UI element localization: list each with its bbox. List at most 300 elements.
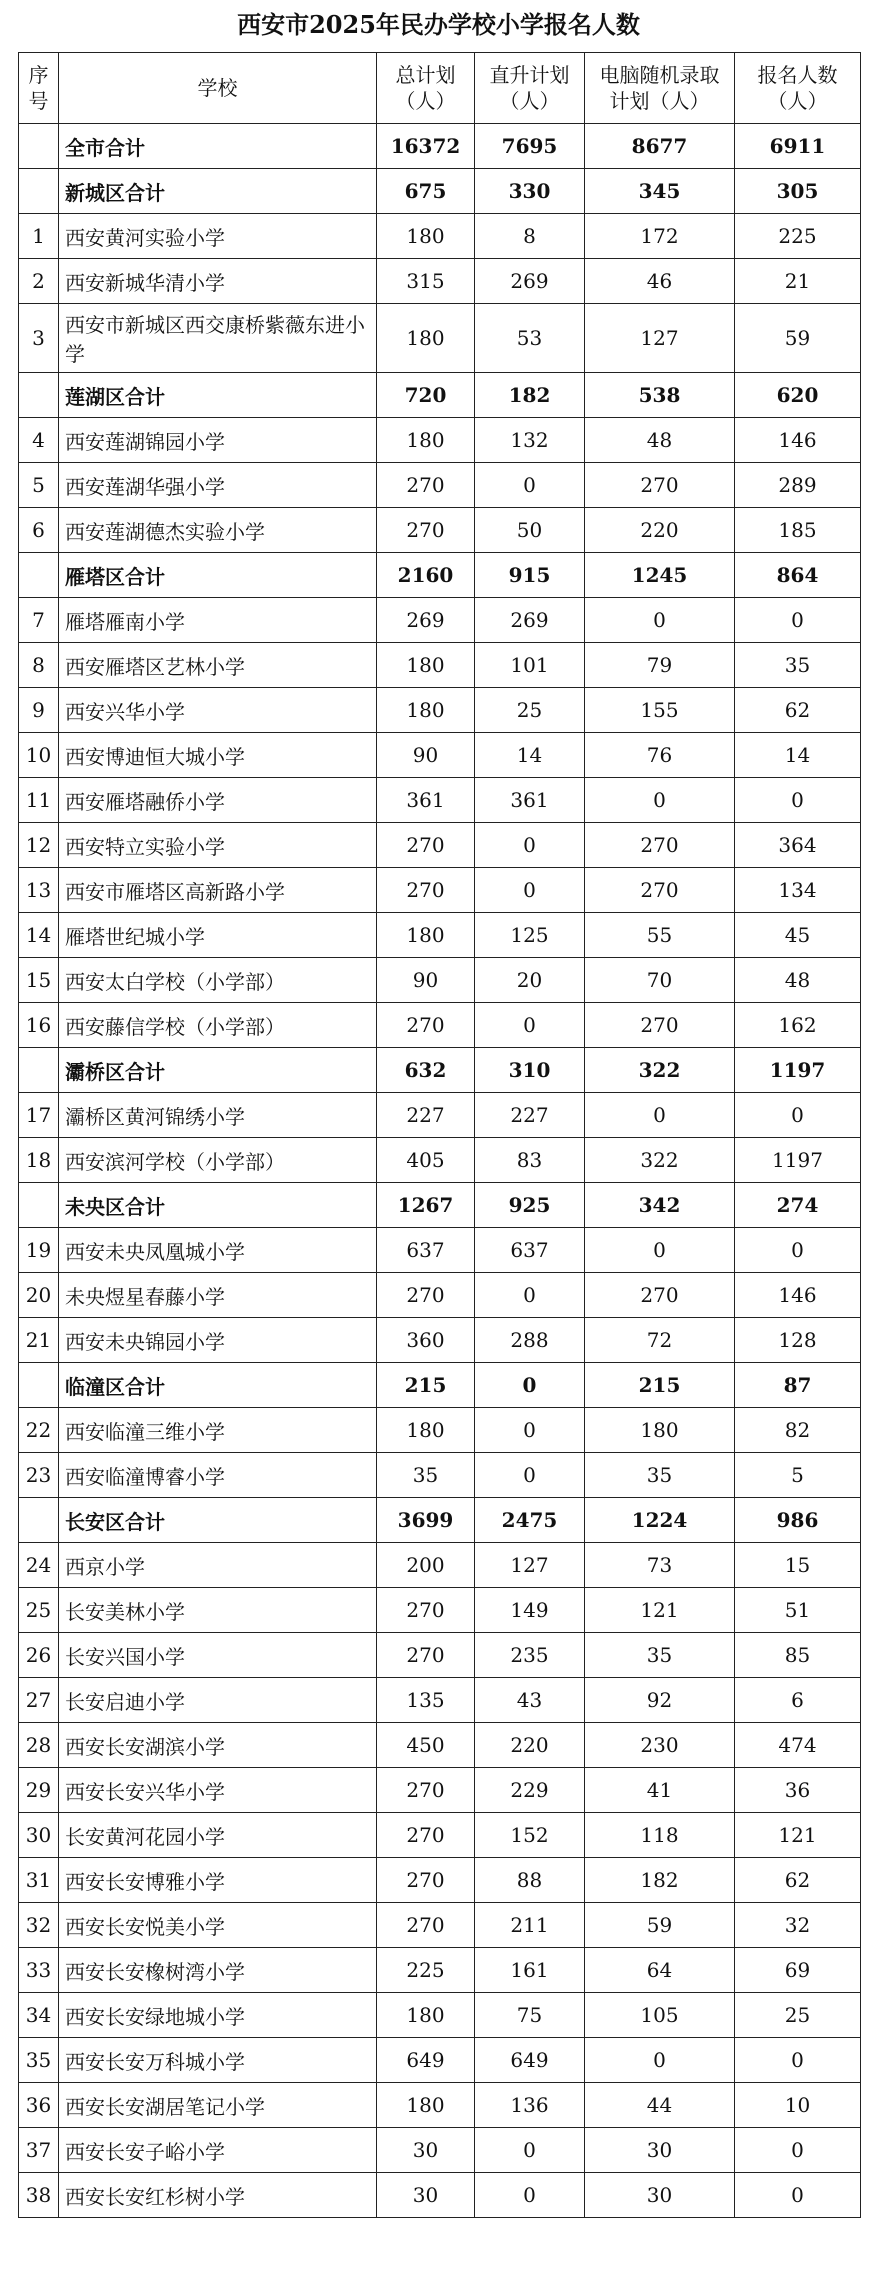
- table-row: [19, 1903, 861, 1948]
- cell-applicants: 25: [735, 1993, 861, 2038]
- cell-random: 48: [585, 418, 735, 463]
- table-row: [19, 1633, 861, 1678]
- cell-total: 269: [377, 598, 475, 643]
- cell-direct: 915: [475, 553, 585, 598]
- cell-direct: 330: [475, 169, 585, 214]
- cell-random: 121: [585, 1588, 735, 1633]
- cell-total: 90: [377, 958, 475, 1003]
- cell-total: 270: [377, 868, 475, 913]
- cell-seq: 17: [19, 1093, 59, 1138]
- cell-total: 215: [377, 1363, 475, 1408]
- cell-applicants: 0: [735, 1228, 861, 1273]
- table-row: [19, 958, 861, 1003]
- cell-school: 西安长安绿地城小学: [59, 1993, 377, 2038]
- cell-total: 270: [377, 463, 475, 508]
- cell-total: 30: [377, 2128, 475, 2173]
- cell-school: 西安黄河实验小学: [59, 214, 377, 259]
- cell-applicants: 128: [735, 1318, 861, 1363]
- table-row: [19, 868, 861, 913]
- cell-school: 雁塔雁南小学: [59, 598, 377, 643]
- cell-direct: 0: [475, 823, 585, 868]
- cell-random: 0: [585, 1093, 735, 1138]
- cell-random: 92: [585, 1678, 735, 1723]
- cell-school: 西安雁塔区艺林小学: [59, 643, 377, 688]
- cell-seq: 35: [19, 2038, 59, 2083]
- cell-seq: 13: [19, 868, 59, 913]
- cell-random: 0: [585, 778, 735, 823]
- cell-random: 1245: [585, 553, 735, 598]
- cell-random: 35: [585, 1633, 735, 1678]
- cell-school: 西安雁塔融侨小学: [59, 778, 377, 823]
- cell-seq: 28: [19, 1723, 59, 1768]
- cell-total: 3699: [377, 1498, 475, 1543]
- summary-row: [19, 1363, 861, 1408]
- cell-school: 长安兴国小学: [59, 1633, 377, 1678]
- cell-random: 72: [585, 1318, 735, 1363]
- cell-direct: 125: [475, 913, 585, 958]
- cell-total: 405: [377, 1138, 475, 1183]
- cell-applicants: 0: [735, 2038, 861, 2083]
- cell-random: 270: [585, 463, 735, 508]
- enrollment-table: [18, 52, 861, 2218]
- summary-row: [19, 1048, 861, 1093]
- cell-random: 70: [585, 958, 735, 1003]
- cell-applicants: 864: [735, 553, 861, 598]
- cell-applicants: 10: [735, 2083, 861, 2128]
- cell-direct: 14: [475, 733, 585, 778]
- cell-applicants: 305: [735, 169, 861, 214]
- header-direct-line1: 直升计划: [489, 63, 570, 87]
- cell-applicants: 87: [735, 1363, 861, 1408]
- cell-random: 8677: [585, 124, 735, 169]
- cell-random: 105: [585, 1993, 735, 2038]
- cell-random: 64: [585, 1948, 735, 1993]
- cell-direct: 269: [475, 598, 585, 643]
- cell-total: 135: [377, 1678, 475, 1723]
- cell-random: 73: [585, 1543, 735, 1588]
- cell-school: 西安市雁塔区高新路小学: [59, 868, 377, 913]
- table-row: [19, 1588, 861, 1633]
- cell-direct: 53: [475, 304, 585, 373]
- cell-random: 345: [585, 169, 735, 214]
- cell-school: 西安长安橡树湾小学: [59, 1948, 377, 1993]
- cell-random: 79: [585, 643, 735, 688]
- cell-total: 270: [377, 1633, 475, 1678]
- cell-school: 长安启迪小学: [59, 1678, 377, 1723]
- cell-seq: [19, 373, 59, 418]
- cell-seq: [19, 169, 59, 214]
- cell-seq: 2: [19, 259, 59, 304]
- cell-random: 118: [585, 1813, 735, 1858]
- cell-applicants: 1197: [735, 1138, 861, 1183]
- cell-school: 西安莲湖锦园小学: [59, 418, 377, 463]
- cell-total: 225: [377, 1948, 475, 1993]
- cell-applicants: 69: [735, 1948, 861, 1993]
- table-row: [19, 418, 861, 463]
- cell-applicants: 45: [735, 913, 861, 958]
- cell-seq: 32: [19, 1903, 59, 1948]
- cell-applicants: 474: [735, 1723, 861, 1768]
- table-body: [19, 124, 861, 2218]
- cell-seq: [19, 1363, 59, 1408]
- cell-seq: 7: [19, 598, 59, 643]
- cell-applicants: 6911: [735, 124, 861, 169]
- cell-random: 270: [585, 1273, 735, 1318]
- cell-direct: 152: [475, 1813, 585, 1858]
- cell-school: 灞桥区合计: [59, 1048, 377, 1093]
- cell-total: 270: [377, 823, 475, 868]
- cell-random: 182: [585, 1858, 735, 1903]
- cell-applicants: 0: [735, 778, 861, 823]
- cell-direct: 50: [475, 508, 585, 553]
- cell-total: 720: [377, 373, 475, 418]
- cell-applicants: 0: [735, 598, 861, 643]
- cell-seq: 22: [19, 1408, 59, 1453]
- cell-applicants: 85: [735, 1633, 861, 1678]
- cell-school: 西安长安兴华小学: [59, 1768, 377, 1813]
- table-row: [19, 1003, 861, 1048]
- cell-direct: 229: [475, 1768, 585, 1813]
- cell-applicants: 21: [735, 259, 861, 304]
- table-row: [19, 1273, 861, 1318]
- cell-school: 临潼区合计: [59, 1363, 377, 1408]
- cell-seq: 30: [19, 1813, 59, 1858]
- cell-school: 西安长安湖滨小学: [59, 1723, 377, 1768]
- cell-seq: 36: [19, 2083, 59, 2128]
- cell-direct: 288: [475, 1318, 585, 1363]
- table-row: [19, 259, 861, 304]
- cell-total: 227: [377, 1093, 475, 1138]
- header-school: 学校: [59, 53, 377, 124]
- cell-school: 西安新城华清小学: [59, 259, 377, 304]
- cell-total: 450: [377, 1723, 475, 1768]
- cell-total: 649: [377, 2038, 475, 2083]
- cell-school: 西安兴华小学: [59, 688, 377, 733]
- table-row: [19, 688, 861, 733]
- cell-direct: 101: [475, 643, 585, 688]
- cell-random: 322: [585, 1138, 735, 1183]
- table-row: [19, 2173, 861, 2218]
- cell-seq: 5: [19, 463, 59, 508]
- page-title: 西安市2025年民办学校小学报名人数: [237, 10, 640, 39]
- cell-total: 270: [377, 1588, 475, 1633]
- cell-school: 西安长安万科城小学: [59, 2038, 377, 2083]
- header-direct: [475, 53, 585, 124]
- table-row: [19, 733, 861, 778]
- cell-direct: 0: [475, 2128, 585, 2173]
- cell-total: 180: [377, 643, 475, 688]
- cell-random: 322: [585, 1048, 735, 1093]
- cell-random: 270: [585, 868, 735, 913]
- cell-direct: 182: [475, 373, 585, 418]
- cell-applicants: 185: [735, 508, 861, 553]
- header-random-line2: 计划（人）: [609, 89, 710, 113]
- cell-seq: 21: [19, 1318, 59, 1363]
- cell-applicants: 0: [735, 2128, 861, 2173]
- cell-applicants: 146: [735, 1273, 861, 1318]
- cell-school: 西安滨河学校（小学部）: [59, 1138, 377, 1183]
- cell-school: 雁塔世纪城小学: [59, 913, 377, 958]
- cell-total: 180: [377, 418, 475, 463]
- cell-random: 0: [585, 1228, 735, 1273]
- table-row: [19, 2083, 861, 2128]
- cell-seq: 31: [19, 1858, 59, 1903]
- cell-school: 灞桥区黄河锦绣小学: [59, 1093, 377, 1138]
- cell-direct: 0: [475, 2173, 585, 2218]
- cell-random: 230: [585, 1723, 735, 1768]
- cell-total: 16372: [377, 124, 475, 169]
- cell-applicants: 6: [735, 1678, 861, 1723]
- cell-school: 西安太白学校（小学部）: [59, 958, 377, 1003]
- cell-seq: 8: [19, 643, 59, 688]
- summary-row: [19, 1498, 861, 1543]
- header-seq: [19, 53, 59, 124]
- cell-total: 180: [377, 2083, 475, 2128]
- cell-total: 270: [377, 508, 475, 553]
- cell-applicants: 32: [735, 1903, 861, 1948]
- cell-direct: 0: [475, 1453, 585, 1498]
- cell-applicants: 162: [735, 1003, 861, 1048]
- table-row: [19, 1453, 861, 1498]
- cell-direct: 132: [475, 418, 585, 463]
- cell-applicants: 146: [735, 418, 861, 463]
- cell-total: 675: [377, 169, 475, 214]
- cell-direct: 649: [475, 2038, 585, 2083]
- cell-seq: 12: [19, 823, 59, 868]
- cell-total: 270: [377, 1768, 475, 1813]
- cell-total: 90: [377, 733, 475, 778]
- cell-school: 未央煜星春藤小学: [59, 1273, 377, 1318]
- cell-seq: 1: [19, 214, 59, 259]
- cell-total: 360: [377, 1318, 475, 1363]
- cell-seq: [19, 1048, 59, 1093]
- cell-school: 新城区合计: [59, 169, 377, 214]
- cell-random: 55: [585, 913, 735, 958]
- cell-school: 西京小学: [59, 1543, 377, 1588]
- cell-applicants: 121: [735, 1813, 861, 1858]
- cell-applicants: 59: [735, 304, 861, 373]
- cell-applicants: 134: [735, 868, 861, 913]
- header-random-line1: 电脑随机录取: [599, 63, 720, 87]
- header-applicants-line2: （人）: [767, 89, 828, 113]
- cell-random: 0: [585, 2038, 735, 2083]
- cell-seq: 10: [19, 733, 59, 778]
- cell-school: 莲湖区合计: [59, 373, 377, 418]
- cell-random: 41: [585, 1768, 735, 1813]
- table-row: [19, 508, 861, 553]
- cell-applicants: 5: [735, 1453, 861, 1498]
- cell-applicants: 274: [735, 1183, 861, 1228]
- cell-seq: 24: [19, 1543, 59, 1588]
- cell-seq: 11: [19, 778, 59, 823]
- cell-total: 270: [377, 1003, 475, 1048]
- cell-random: 35: [585, 1453, 735, 1498]
- cell-seq: 4: [19, 418, 59, 463]
- cell-total: 270: [377, 1903, 475, 1948]
- cell-direct: 0: [475, 868, 585, 913]
- cell-direct: 149: [475, 1588, 585, 1633]
- cell-direct: 0: [475, 1408, 585, 1453]
- cell-total: 270: [377, 1858, 475, 1903]
- cell-school: 西安莲湖德杰实验小学: [59, 508, 377, 553]
- cell-random: 44: [585, 2083, 735, 2128]
- cell-total: 180: [377, 214, 475, 259]
- cell-school: 西安博迪恒大城小学: [59, 733, 377, 778]
- cell-applicants: 62: [735, 1858, 861, 1903]
- cell-direct: 0: [475, 1363, 585, 1408]
- cell-random: 0: [585, 598, 735, 643]
- cell-direct: 88: [475, 1858, 585, 1903]
- cell-seq: 27: [19, 1678, 59, 1723]
- table-row: [19, 1228, 861, 1273]
- cell-school: 西安长安博雅小学: [59, 1858, 377, 1903]
- cell-seq: 18: [19, 1138, 59, 1183]
- table-row: [19, 1723, 861, 1768]
- cell-direct: 220: [475, 1723, 585, 1768]
- table-row: [19, 463, 861, 508]
- header-applicants: [735, 53, 861, 124]
- cell-direct: 2475: [475, 1498, 585, 1543]
- table-row: [19, 643, 861, 688]
- table-row: [19, 913, 861, 958]
- cell-applicants: 15: [735, 1543, 861, 1588]
- cell-school: 长安黄河花园小学: [59, 1813, 377, 1858]
- cell-seq: [19, 1183, 59, 1228]
- header-seq-line1: 序: [28, 63, 49, 87]
- header-seq-line2: 号: [28, 89, 49, 113]
- cell-school: 西安藤信学校（小学部）: [59, 1003, 377, 1048]
- cell-direct: 211: [475, 1903, 585, 1948]
- cell-total: 361: [377, 778, 475, 823]
- cell-seq: 14: [19, 913, 59, 958]
- cell-applicants: 14: [735, 733, 861, 778]
- header-total: [377, 53, 475, 124]
- cell-seq: 6: [19, 508, 59, 553]
- cell-random: 538: [585, 373, 735, 418]
- cell-total: 180: [377, 688, 475, 733]
- table-row: [19, 823, 861, 868]
- cell-seq: 38: [19, 2173, 59, 2218]
- cell-random: 220: [585, 508, 735, 553]
- cell-total: 1267: [377, 1183, 475, 1228]
- table-row: [19, 2128, 861, 2173]
- summary-row: [19, 169, 861, 214]
- cell-direct: 310: [475, 1048, 585, 1093]
- summary-row: [19, 373, 861, 418]
- cell-applicants: 36: [735, 1768, 861, 1813]
- cell-random: 30: [585, 2128, 735, 2173]
- cell-random: 215: [585, 1363, 735, 1408]
- table-row: [19, 1543, 861, 1588]
- header-total-line1: 总计划: [395, 63, 456, 87]
- summary-row: [19, 124, 861, 169]
- cell-school: 西安长安湖居笔记小学: [59, 2083, 377, 2128]
- header-random: [585, 53, 735, 124]
- cell-direct: 127: [475, 1543, 585, 1588]
- cell-random: 1224: [585, 1498, 735, 1543]
- table-row: [19, 1993, 861, 2038]
- cell-direct: 43: [475, 1678, 585, 1723]
- cell-total: 637: [377, 1228, 475, 1273]
- cell-applicants: 1197: [735, 1048, 861, 1093]
- cell-direct: 235: [475, 1633, 585, 1678]
- cell-random: 180: [585, 1408, 735, 1453]
- cell-total: 180: [377, 304, 475, 373]
- cell-applicants: 289: [735, 463, 861, 508]
- cell-direct: 136: [475, 2083, 585, 2128]
- table-row: [19, 1813, 861, 1858]
- cell-random: 46: [585, 259, 735, 304]
- cell-direct: 269: [475, 259, 585, 304]
- cell-applicants: 0: [735, 2173, 861, 2218]
- cell-seq: 23: [19, 1453, 59, 1498]
- cell-seq: 25: [19, 1588, 59, 1633]
- header-row: [19, 53, 861, 124]
- cell-school: 西安莲湖华强小学: [59, 463, 377, 508]
- cell-direct: 7695: [475, 124, 585, 169]
- cell-seq: [19, 124, 59, 169]
- cell-total: 270: [377, 1273, 475, 1318]
- cell-applicants: 82: [735, 1408, 861, 1453]
- header-applicants-line1: 报名人数: [757, 63, 838, 87]
- cell-direct: 8: [475, 214, 585, 259]
- cell-school: 西安长安红杉树小学: [59, 2173, 377, 2218]
- cell-total: 30: [377, 2173, 475, 2218]
- cell-applicants: 0: [735, 1093, 861, 1138]
- cell-direct: 25: [475, 688, 585, 733]
- cell-direct: 227: [475, 1093, 585, 1138]
- cell-total: 180: [377, 1408, 475, 1453]
- cell-school: 西安未央锦园小学: [59, 1318, 377, 1363]
- table-row: [19, 2038, 861, 2083]
- cell-applicants: 986: [735, 1498, 861, 1543]
- table-row: [19, 214, 861, 259]
- cell-direct: 0: [475, 1003, 585, 1048]
- cell-total: 35: [377, 1453, 475, 1498]
- cell-seq: 16: [19, 1003, 59, 1048]
- cell-seq: 37: [19, 2128, 59, 2173]
- cell-total: 315: [377, 259, 475, 304]
- cell-school: 西安长安子峪小学: [59, 2128, 377, 2173]
- cell-school: 西安市新城区西交康桥紫薇东进小学: [59, 304, 377, 373]
- cell-school: 西安未央凤凰城小学: [59, 1228, 377, 1273]
- cell-random: 342: [585, 1183, 735, 1228]
- cell-direct: 161: [475, 1948, 585, 1993]
- cell-total: 180: [377, 913, 475, 958]
- cell-school: 西安临潼博睿小学: [59, 1453, 377, 1498]
- cell-direct: 20: [475, 958, 585, 1003]
- cell-seq: [19, 1498, 59, 1543]
- cell-direct: 361: [475, 778, 585, 823]
- table-row: [19, 598, 861, 643]
- cell-random: 270: [585, 823, 735, 868]
- cell-school: 西安特立实验小学: [59, 823, 377, 868]
- header-direct-line2: （人）: [499, 89, 560, 113]
- cell-applicants: 48: [735, 958, 861, 1003]
- summary-row: [19, 553, 861, 598]
- cell-total: 2160: [377, 553, 475, 598]
- cell-applicants: 225: [735, 214, 861, 259]
- cell-school: 西安临潼三维小学: [59, 1408, 377, 1453]
- cell-direct: 0: [475, 463, 585, 508]
- table-row: [19, 778, 861, 823]
- cell-applicants: 51: [735, 1588, 861, 1633]
- cell-applicants: 35: [735, 643, 861, 688]
- table-row: [19, 1408, 861, 1453]
- cell-seq: 34: [19, 1993, 59, 2038]
- cell-total: 180: [377, 1993, 475, 2038]
- cell-random: 127: [585, 304, 735, 373]
